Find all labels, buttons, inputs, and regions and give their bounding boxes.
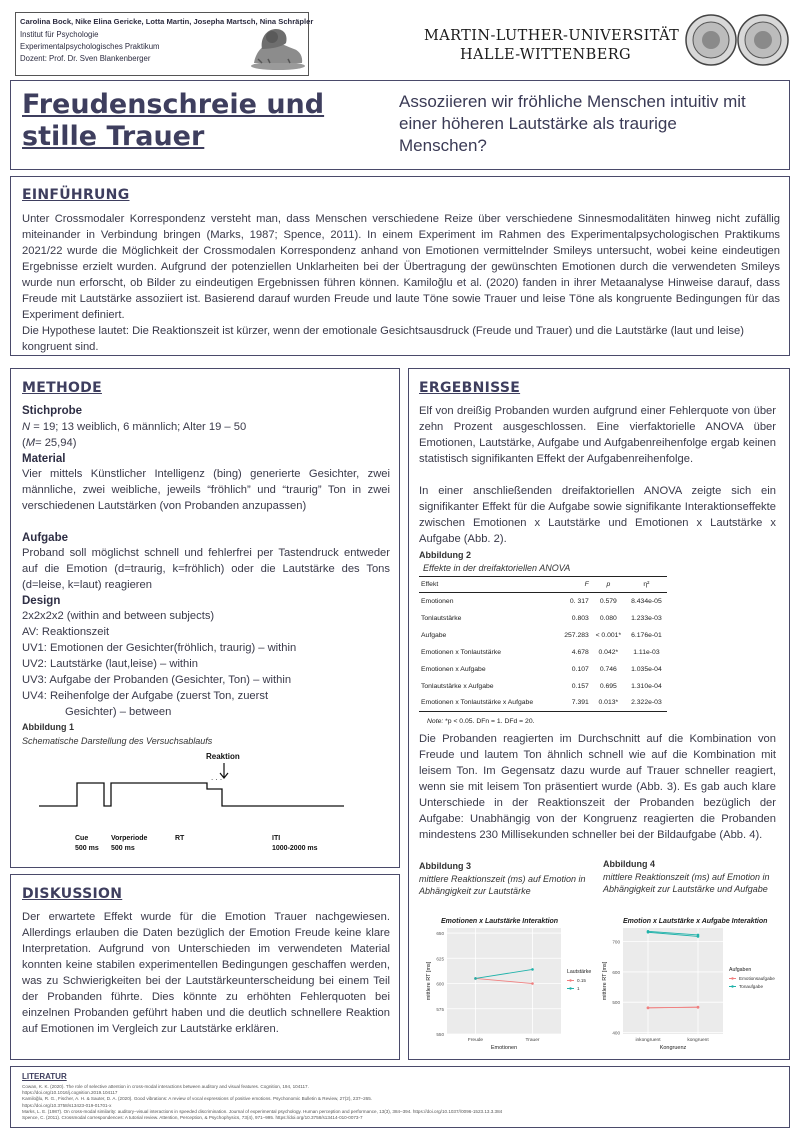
reaction-label: Reaktion (206, 752, 240, 761)
y-tick-label: 600 (612, 969, 620, 975)
fig2-label: Abbildung 2 (419, 550, 471, 560)
segment-rt: RT (175, 835, 185, 842)
cell-p: 0.695 (599, 682, 617, 690)
plot-panel (623, 928, 723, 1034)
segment-cue-duration: 500 ms (75, 845, 99, 852)
table-header-row (419, 577, 667, 593)
chart-title: Emotion x Lautstärke x Aufgabe Interaktion (623, 918, 768, 925)
lecturer: Dozent: Prof. Dr. Sven Blankenberger (20, 54, 151, 63)
legend-entry: Emotionsaufgabe (739, 976, 775, 981)
data-point (647, 930, 650, 933)
authors: Carolina Bock, Nike Elina Gericke, Lotta Martin, Josepha Martsch, Nina Schräpler (20, 17, 314, 26)
poster-title (22, 89, 324, 153)
lion-logo (248, 19, 306, 73)
design-line: 2x2x2x2 (within and between subjects) (22, 610, 215, 622)
intro-text: Unter Crossmodaler Korrespondenz versteht man, dass Menschen verschiedene Reize über verschiedene Sinnesmodalitäten hinweg nicht zufällig miteinander in Verbindung bringen (Marks, 1987; Spence, 2011). In einem Experiment im Rahmen des Experimentalpsychologischen Praktikums 2021/22 wurde die Möglichkeit der Crossmodalen Korrespondenz anhand von Emotionen vermittelnder Smileys untersucht, wobei keine eindeutigen Ergebnisse erzielt wurden. Aufgrund der potenziellen Unklarheiten bei der Übertragung der gewünschten Emotionen durch die verwendeten Smileys wurde nun erforscht, ob Bilder zu eindeutigen Ergebnissen führen können. Kamiloğlu et al. (2020) fanden in ihrer Metaanalyse Hinweise darauf, dass Freude mit Lautstärke assoziiert ist. Basierend darauf wurden Freude und laute Töne sowie Trauer und leise Töne als kongruente Bedingungen für das Experiment definiert. (22, 213, 780, 321)
sample-title: Stichprobe (22, 405, 83, 417)
table-row (419, 695, 667, 712)
chart-emotion-loudness (411, 914, 601, 1054)
cell-eta: 1.233e-03 (631, 614, 662, 622)
results-box (408, 368, 790, 1060)
data-point (697, 934, 700, 937)
anova-table (419, 576, 667, 712)
task-title: Aufgabe (22, 532, 68, 544)
author-box (15, 12, 314, 76)
cell-effect: Emotionen x Aufgabe (421, 665, 486, 673)
fig3-caption: mittlere Reaktionszeit (ms) auf Emotion in Abhängigkeit zur Lautstärke (419, 874, 586, 896)
method-heading: METHODE (22, 380, 102, 396)
design-title: Design (22, 595, 61, 607)
y-tick-label: 625 (436, 956, 444, 962)
y-tick-label: 500 (612, 1000, 620, 1006)
university-name-1: MARTIN-LUTHER-UNIVERSITÄT (424, 28, 680, 44)
results-heading: ERGEBNISSE (419, 380, 521, 396)
cell-effect: Emotionen (421, 597, 454, 605)
timeline-labels (75, 835, 318, 852)
literature-heading: LITERATUR (22, 1072, 67, 1081)
legend-entry: 0.15 (577, 978, 586, 983)
segment-iti-duration: 1000-2000 ms (272, 845, 318, 852)
sample-mean: (M= 25,94) (22, 437, 77, 449)
fig1-label: Abbildung 1 (22, 722, 74, 732)
cell-eta: 2.322e-03 (626, 695, 667, 712)
data-point (697, 1006, 700, 1009)
results-para1: Elf von dreißig Probanden wurden aufgrund einer Fehlerquote von über zehn Prozent ausgeschlossen. Eine vierfaktorielle ANOVA über Emotionen, Lautstärke, Aufgabe und Aufgabenreihenfolge ergab keinen statistisch signifikanten Effekt der Aufgabenreihenfolge. (419, 405, 776, 465)
y-axis-label: mittlere RT [ms] (602, 961, 608, 1001)
chart-title: Emotionen x Lautstärke Interaktion (441, 918, 559, 925)
table-row (419, 627, 667, 644)
hypothesis: Die Hypothese lautet: Die Reaktionszeit ist kürzer, wenn der emotionale Gesichtsausdruck (Freude und Trauer) und die Lautstärke (laut und leise) kongruent sind. (22, 325, 744, 353)
university-seal (684, 12, 790, 68)
x-axis-label: Emotionen (490, 1045, 518, 1051)
intro-heading: EINFÜHRUNG (22, 187, 130, 203)
results-para3: Die Probanden reagierten im Durchschnitt auf die Kombination von Freude und lautem Ton ähnlich schnell wie auf die Kombination mit leisem Ton. Im Gegensatz dazu wurde auf Trauer schneller reagiert, wenn sie mit leisem Ton präsentiert wurde (Abb. 3). Es gab auch klare Unterschiede in der Reaktionszeit der Probanden bezüglich der Aufgabe: Unabhängig von der Kongruenz reagierten die Probanden mindestens 230 Millisekunden schneller bei der Bildaufgabe (Abb. 4). (419, 733, 776, 841)
legend-swatch-dot (569, 979, 571, 981)
legend-swatch-dot (731, 977, 733, 979)
cell-eta: 1.035e-04 (631, 665, 662, 673)
segment-foreperiod-duration: 500 ms (111, 845, 135, 852)
sample-details: = 19; 13 weiblich, 6 männlich; Alter 19 – 50 (30, 421, 247, 433)
legend-swatch-dot (569, 987, 571, 989)
cell-f: 0.803 (571, 614, 589, 622)
design-line: AV: Reaktionszeit (22, 626, 110, 638)
reference-doi: https://doi.org/10.1016/j.cognition.2019.104117 (22, 1090, 118, 1096)
institute: Institut für Psychologie (20, 30, 99, 39)
table-note-label: Note: (427, 718, 444, 725)
method-box (10, 368, 400, 868)
cell-f: 0.107 (571, 665, 589, 673)
y-tick-label: 575 (436, 1006, 444, 1012)
material-title: Material (22, 453, 66, 465)
cell-f: 0.157 (571, 682, 589, 690)
cell-eta: 1.11e-03 (633, 648, 660, 656)
poster-title-line1: Freudenschreie und (22, 89, 325, 120)
x-tick-label: Trauer (525, 1038, 540, 1043)
discussion-box (10, 874, 400, 1060)
reference: Spence, C. (2011). Crossmodal correspondences: A tutorial review. Attention, Perception, & Psychophysics, 73(4), 971–995. https://doi.org/10.3758/s13414-010-0073-7 (22, 1115, 363, 1121)
data-point (531, 968, 534, 971)
timeline-dots: . . . (211, 773, 223, 782)
table-row (419, 644, 667, 661)
segment-iti: ITI (272, 835, 281, 842)
reference: Kamiloğlu, R. G., Fischer, A. H. & Sauter, D. A. (2020). Good vibrations: A review of vocal expressions of positive emotions. Psychonomic Bulletin & Review, 27(2), 237–265. (22, 1096, 373, 1102)
data-point (531, 982, 534, 985)
sample-m: M (25, 437, 36, 449)
trial-timeline (39, 747, 359, 855)
col-f: F (557, 577, 591, 593)
legend-entry: Tonaufgabe (739, 984, 764, 989)
legend-title: Lautstärke (567, 969, 592, 975)
poster-title-line2: stille Trauer (22, 121, 205, 152)
cell-p: 0.080 (599, 614, 617, 622)
design-line: UV2: Lautstärke (laut,leise) – within (22, 658, 198, 670)
title-box (10, 80, 790, 170)
cell-p: < 0.001* (595, 631, 622, 639)
legend-title: Aufgaben (729, 967, 752, 973)
col-p: p (591, 577, 626, 593)
discussion-text: Der erwartete Effekt wurde für die Emotion Trauer nachgewiesen. Allerdings erlauben die Daten bezüglich der Emotion Freude keine klare Interpretation. Aufgrund von Unterschieden im verwendeten Material konnten keine stabilen experimentellen Bedingungen geschaffen werden, was zu Schwierigkeiten bei der Lautstärkeunterscheidung bei einem Teil der Probanden führte. Dies könnte zu erhöhten Fehlerquoten bei einzelnen Probanden geführt haben und die deutlich schnellere Reaktion auf Emotionen im Vergleich zur Lautstärke erklären. (22, 911, 390, 1035)
x-axis-label: Kongruenz (659, 1045, 687, 1051)
design-line: UV4: Reihenfolge der Aufgabe (zuerst Ton, zuerst (22, 690, 269, 702)
cell-p: 0.579 (599, 597, 617, 605)
university-name-2: HALLE-WITTENBERG (460, 47, 631, 63)
design-line: UV1: Emotionen der Gesichter(fröhlich, traurig) – within (22, 642, 297, 654)
cell-eta: 6.176e-01 (631, 631, 662, 639)
y-tick-label: 700 (612, 939, 620, 945)
course: Experimentalpsychologisches Praktikum (20, 42, 160, 51)
data-point (474, 977, 477, 980)
x-tick-label: kongruent (687, 1038, 709, 1043)
sample-line (22, 419, 392, 435)
cell-f: 7.391 (557, 695, 591, 712)
reference-doi: https://doi.org/10.3758/s13423-019-01701-x (22, 1102, 112, 1108)
cell-f: 0. 317 (569, 597, 589, 605)
fig4-label: Abbildung 4 (603, 859, 655, 869)
cell-effect: Aufgabe (421, 631, 447, 639)
cell-f: 257.283 (564, 631, 589, 639)
data-point (647, 1006, 650, 1009)
table-note-text: *p < 0.05. DFn = 1. DFd = 20. (443, 718, 535, 725)
y-tick-label: 600 (436, 981, 444, 987)
cell-p: 0.013* (591, 695, 626, 712)
legend-swatch-dot (731, 985, 733, 987)
results-para2: In einer anschließenden dreifaktoriellen ANOVA zeigte sich ein signifikanter Effekt für die Aufgabe sowie signifikante Interaktionseffekte zwischen Emotionen x Lautstärke und Emotionen x Lautstärke x Aufgabe (Abb. 2). (419, 485, 776, 545)
legend-entry: 1 (577, 986, 580, 991)
y-tick-label: 400 (612, 1030, 620, 1036)
segment-foreperiod: Vorperiode (111, 835, 148, 842)
y-tick-label: 550 (436, 1032, 444, 1037)
table-row (419, 661, 667, 678)
cell-effect: Tonlautstärke x Aufgabe (421, 682, 494, 690)
chart-emotion-loudness-task (595, 914, 789, 1054)
cell-p: 0.746 (599, 665, 617, 673)
col-eta: η² (626, 577, 667, 593)
cell-p: 0.042* (598, 648, 619, 656)
x-tick-label: Freude (467, 1038, 484, 1043)
task-text: Proband soll möglichst schnell und fehlerfrei per Tastendruck entweder auf die Emotion (d=traurig, k=fröhlich) oder die Lautstärke des Tons (d=leise, k=laut) reagieren (22, 547, 390, 591)
reference: Cowan, K. K. (2020). The role of selective attention in cross-modal interactions between auditory and visual features. Cognition, 194, 104117. (22, 1084, 309, 1089)
design-list (22, 608, 390, 720)
discussion-heading: DISKUSSION (22, 886, 123, 902)
x-tick-label: inkongruent (635, 1038, 661, 1043)
cell-f: 4.678 (571, 648, 589, 656)
design-line: UV3: Aufgabe der Probanden (Gesichter, Ton) – within (22, 674, 292, 686)
segment-cue: Cue (75, 835, 89, 842)
sample-mean-value: = 25,94) (35, 437, 77, 449)
table-row (419, 610, 667, 627)
cell-eta: 8.434e-05 (631, 597, 662, 605)
intro-box (10, 176, 790, 356)
fig1-caption: Schematische Darstellung des Versuchsablaufs (22, 736, 213, 746)
fig4-caption: mittlere Reaktionszeit (ms) auf Emotion in Abhängigkeit zur Lautstärke und Aufgabe (603, 872, 770, 894)
cell-effect: Emotionen x Tonlautstärke x Aufgabe (419, 695, 557, 712)
y-tick-label: 650 (436, 931, 444, 937)
research-question: Assoziieren wir fröhliche Menschen intuitiv mit einer höheren Lautstärke als traurige Menschen? (399, 92, 746, 155)
fig3-label: Abbildung 3 (419, 861, 471, 871)
literature-list (22, 1084, 762, 1121)
material-text: Vier mittels Künstlicher Intelligenz (bing) generierte Gesichter, zwei männliche, zwei weibliche, jeweils “fröhlich” und “traurig” Ton in zwei verschiedenen Lautstärken (von Probanden anzupassen) (22, 468, 390, 512)
reference: Marks, L. E. (1987). On cross-modal similarity: auditory–visual interactions in speeded discrimination. Journal of experimental psychology. Human perception and performance, 13(3), 384–394. https://doi.org/10.1037//0096-1523.13.3.384 (22, 1108, 503, 1114)
y-axis-label: mittlere RT [ms] (426, 961, 432, 1001)
cell-effect: Tonlautstärke (421, 614, 462, 622)
table-row (419, 593, 667, 610)
table-row (419, 678, 667, 695)
cell-effect: Emotionen x Tonlautstärke (421, 648, 501, 656)
design-line: Gesichter) – between (65, 706, 172, 718)
fig2-caption: Effekte in der dreifaktoriellen ANOVA (423, 563, 571, 573)
cell-eta: 1.310e-04 (631, 682, 662, 690)
literature-box (10, 1066, 790, 1128)
col-effect: Effekt (419, 577, 557, 593)
sample-n: N (22, 421, 31, 433)
table-note (427, 718, 535, 725)
timeline-signal (39, 783, 344, 806)
